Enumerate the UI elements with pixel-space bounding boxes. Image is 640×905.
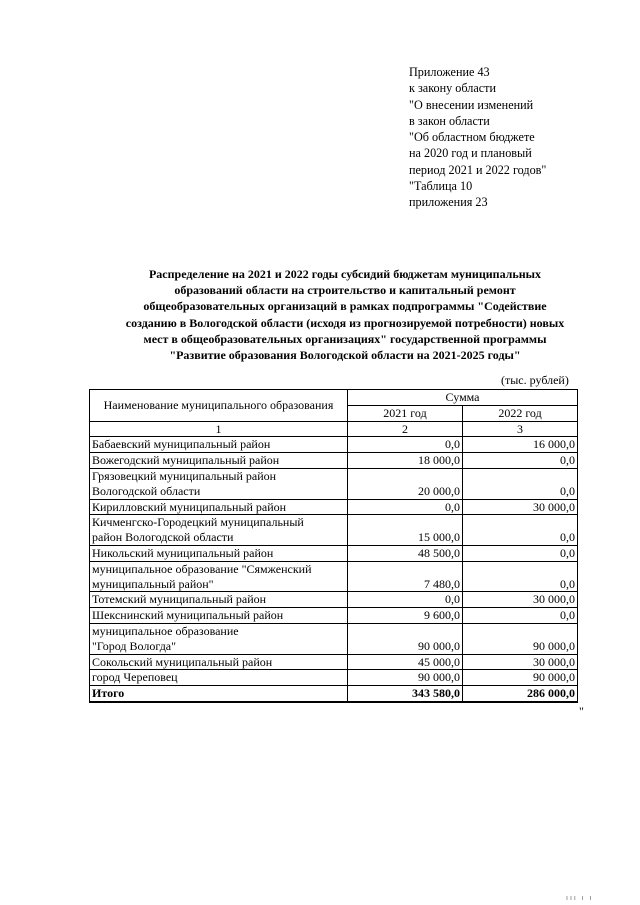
municipality-name (90, 654, 348, 670)
amount-2022: 0,0 (463, 608, 578, 624)
table-row (90, 561, 578, 592)
amount-2021: 90 000,0 (348, 623, 463, 654)
municipality-name-line: Кичменгско-Городецкий муниципальный (92, 515, 304, 530)
municipality-name (90, 453, 348, 469)
table-row (90, 499, 578, 515)
municipality-name (90, 592, 348, 608)
amount-2022: 90 000,0 (463, 623, 578, 654)
annex-line: "Об областном бюджете (409, 130, 535, 145)
amount-2021: 0,0 (348, 437, 463, 453)
municipality-name (90, 499, 348, 515)
table-row (90, 592, 578, 608)
title-line: "Развитие образования Вологодской области на 2021-2025 годы" (169, 348, 521, 363)
municipality-name (90, 623, 348, 654)
units-label: (тыс. рублей) (501, 373, 569, 387)
title-line: мест в общеобразовательных организациях" государственной программы (143, 331, 547, 346)
amount-2021: 90 000,0 (348, 670, 463, 686)
header-name: Наименование муниципального образования (90, 390, 348, 422)
municipality-name-line: Кирилловский муниципальный район (92, 499, 287, 514)
total-row (90, 686, 578, 702)
table-row (90, 515, 578, 546)
annex-reference (409, 64, 609, 211)
amount-2021: 9 600,0 (348, 608, 463, 624)
table-row (90, 453, 578, 469)
annex-line: "О внесении изменений (409, 97, 534, 112)
header-year-2022: 2022 год (463, 405, 578, 421)
municipality-name-line: Никольский муниципальный район (92, 545, 274, 560)
title-line: образований области на строительство и капитальный ремонт (174, 283, 516, 298)
title-line: созданию в Вологодской области (исходя из прогнозируемой потребности) новых (125, 315, 565, 330)
amount-2021: 45 000,0 (348, 654, 463, 670)
table-row (90, 437, 578, 453)
subsidy-table (89, 389, 578, 703)
municipality-name-line: город Череповец (92, 670, 178, 685)
municipality-name-line: Вожегодский муниципальный район (92, 453, 280, 468)
amount-2021: 15 000,0 (348, 515, 463, 546)
table-row (90, 545, 578, 561)
table-row (90, 623, 578, 654)
amount-2021: 18 000,0 (348, 453, 463, 469)
amount-2021: 0,0 (348, 499, 463, 515)
table-row (90, 608, 578, 624)
municipality-name-line: Вологодской области (92, 483, 201, 498)
document-title (104, 266, 586, 363)
amount-2022: 30 000,0 (463, 592, 578, 608)
municipality-name (90, 608, 348, 624)
municipality-name-line: Сокольский муниципальный район (92, 654, 273, 669)
municipality-name-line: Бабаевский муниципальный район (92, 437, 271, 452)
municipality-name (90, 670, 348, 686)
title-line: Распределение на 2021 и 2022 годы субсидий бюджетам муниципальных (148, 267, 542, 281)
column-number-2: 2 (348, 421, 463, 437)
municipality-name (90, 561, 348, 592)
amount-2021: 20 000,0 (348, 468, 463, 499)
municipality-name-line: муниципальный район" (92, 576, 214, 591)
municipality-name-line: муниципальное образование "Сямженский (92, 561, 312, 576)
municipality-name-line: Шекснинский муниципальный район (92, 608, 284, 623)
annex-line: "Таблица 10 (409, 179, 473, 194)
header-sum: Сумма (348, 390, 578, 406)
municipality-name-line: муниципальное образование (92, 623, 239, 638)
amount-2022: 0,0 (463, 545, 578, 561)
municipality-name (90, 468, 348, 499)
total-2022: 286 000,0 (463, 686, 578, 702)
column-number-1: 1 (90, 421, 348, 437)
column-number-3: 3 (463, 421, 578, 437)
municipality-name (90, 437, 348, 453)
amount-2021: 0,0 (348, 592, 463, 608)
amount-2022: 30 000,0 (463, 499, 578, 515)
municipality-name-line: "Город Вологда" (92, 638, 177, 653)
amount-2022: 16 000,0 (463, 437, 578, 453)
annex-line: к закону области (409, 81, 496, 96)
amount-2022: 0,0 (463, 468, 578, 499)
amount-2022: 0,0 (463, 453, 578, 469)
table-row (90, 670, 578, 686)
page-marks: ııı ı ı (566, 895, 594, 902)
annex-line: период 2021 и 2022 годов" (409, 162, 547, 177)
municipality-name (90, 545, 348, 561)
annex-line: Приложение 43 (409, 65, 490, 79)
annex-line: на 2020 год и плановый (409, 146, 532, 161)
amount-2021: 48 500,0 (348, 545, 463, 561)
total-2021: 343 580,0 (348, 686, 463, 702)
amount-2021: 7 480,0 (348, 561, 463, 592)
table-row (90, 468, 578, 499)
municipality-name-line: Грязовецкий муниципальный район (92, 468, 277, 483)
annex-line: приложения 23 (409, 195, 488, 210)
amount-2022: 90 000,0 (463, 670, 578, 686)
header-year-2021: 2021 год (348, 405, 463, 421)
amount-2022: 30 000,0 (463, 654, 578, 670)
municipality-name-line: Тотемский муниципальный район (92, 592, 267, 607)
total-label: Итого (90, 686, 348, 702)
amount-2022: 0,0 (463, 561, 578, 592)
closing-quote: " (579, 704, 584, 718)
annex-line: в закон области (409, 113, 490, 128)
table-row (90, 654, 578, 670)
municipality-name-line: район Вологодской области (92, 530, 234, 545)
amount-2022: 0,0 (463, 515, 578, 546)
title-line: общеобразовательных организаций в рамках подпрограммы "Содействие (143, 299, 547, 314)
municipality-name (90, 515, 348, 546)
